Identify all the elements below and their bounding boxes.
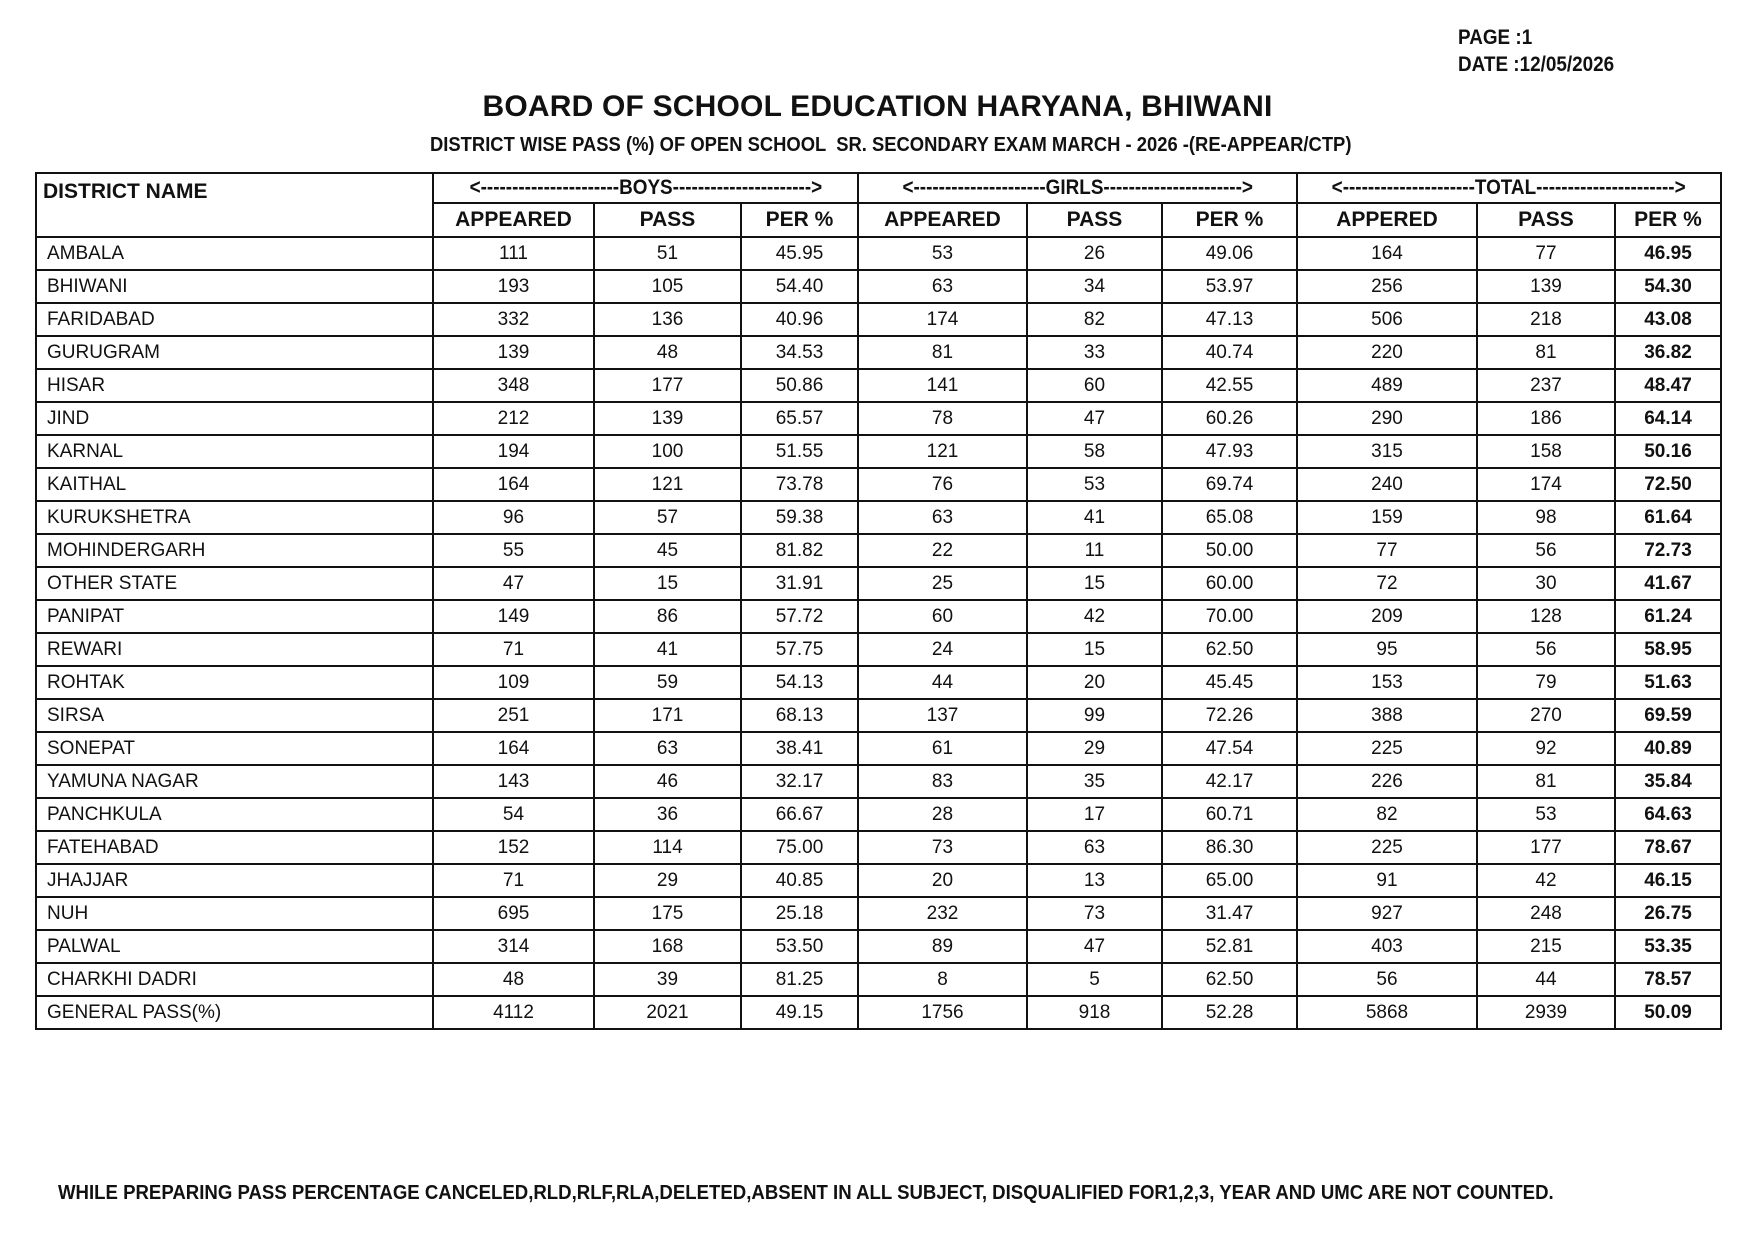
boys-pass-header: PASS — [594, 203, 741, 237]
total-per-cell: 53.35 — [1615, 930, 1721, 963]
girls-pass-cell: 5 — [1027, 963, 1162, 996]
girls-per-cell: 60.71 — [1162, 798, 1297, 831]
boys-appeared-cell: 194 — [433, 435, 594, 468]
girls-appeared-cell: 28 — [858, 798, 1027, 831]
boys-per-cell: 57.72 — [741, 600, 858, 633]
girls-per-cell: 49.06 — [1162, 237, 1297, 270]
total-per-cell: 43.08 — [1615, 303, 1721, 336]
total-pass-cell: 139 — [1477, 270, 1615, 303]
boys-per-cell: 75.00 — [741, 831, 858, 864]
boys-pass-cell: 41 — [594, 633, 741, 666]
total-appeared-cell: 5868 — [1297, 996, 1477, 1029]
girls-pass-cell: 53 — [1027, 468, 1162, 501]
table-row — [36, 501, 1721, 534]
girls-appeared-cell: 8 — [858, 963, 1027, 996]
total-appeared-cell: 225 — [1297, 732, 1477, 765]
total-pass-cell: 98 — [1477, 501, 1615, 534]
district-name-cell: JIND — [36, 402, 433, 435]
total-per-cell: 61.24 — [1615, 600, 1721, 633]
total-pass-cell: 81 — [1477, 336, 1615, 369]
total-appeared-cell: 82 — [1297, 798, 1477, 831]
table-row — [36, 633, 1721, 666]
girls-appeared-cell: 81 — [858, 336, 1027, 369]
total-per-cell: 78.57 — [1615, 963, 1721, 996]
boys-per-cell: 68.13 — [741, 699, 858, 732]
boys-appeared-cell: 314 — [433, 930, 594, 963]
girls-per-cell: 70.00 — [1162, 600, 1297, 633]
girls-appeared-cell: 53 — [858, 237, 1027, 270]
total-per-cell: 26.75 — [1615, 897, 1721, 930]
table-row — [36, 897, 1721, 930]
boys-appeared-cell: 109 — [433, 666, 594, 699]
boys-appeared-cell: 332 — [433, 303, 594, 336]
total-per-cell: 54.30 — [1615, 270, 1721, 303]
table-row — [36, 864, 1721, 897]
boys-pass-cell: 59 — [594, 666, 741, 699]
district-name-cell: SIRSA — [36, 699, 433, 732]
total-appeared-cell: 164 — [1297, 237, 1477, 270]
girls-appeared-header: APPEARED — [858, 203, 1027, 237]
boys-per-cell: 34.53 — [741, 336, 858, 369]
table-row — [36, 765, 1721, 798]
district-name-cell: OTHER STATE — [36, 567, 433, 600]
total-pass-cell: 158 — [1477, 435, 1615, 468]
boys-appeared-cell: 111 — [433, 237, 594, 270]
girls-pass-cell: 47 — [1027, 402, 1162, 435]
boys-appeared-cell: 212 — [433, 402, 594, 435]
boys-pass-cell: 171 — [594, 699, 741, 732]
boys-pass-cell: 86 — [594, 600, 741, 633]
total-pass-header: PASS — [1477, 203, 1615, 237]
girls-per-cell: 40.74 — [1162, 336, 1297, 369]
boys-appeared-cell: 164 — [433, 732, 594, 765]
total-pass-cell: 248 — [1477, 897, 1615, 930]
girls-pass-cell: 34 — [1027, 270, 1162, 303]
boys-pass-cell: 100 — [594, 435, 741, 468]
total-pass-cell: 215 — [1477, 930, 1615, 963]
girls-appeared-cell: 141 — [858, 369, 1027, 402]
total-appeared-cell: 225 — [1297, 831, 1477, 864]
report-date: DATE :12/05/2026 — [1458, 53, 1615, 76]
boys-appeared-cell: 251 — [433, 699, 594, 732]
boys-pass-cell: 136 — [594, 303, 741, 336]
total-appeared-cell: 240 — [1297, 468, 1477, 501]
boys-pass-cell: 51 — [594, 237, 741, 270]
boys-appeared-cell: 149 — [433, 600, 594, 633]
boys-pass-cell: 15 — [594, 567, 741, 600]
total-pass-cell: 30 — [1477, 567, 1615, 600]
total-pass-cell: 42 — [1477, 864, 1615, 897]
boys-pass-cell: 36 — [594, 798, 741, 831]
results-table — [35, 172, 1722, 1030]
girls-per-cell: 47.54 — [1162, 732, 1297, 765]
boys-per-cell: 81.82 — [741, 534, 858, 567]
total-per-cell: 46.15 — [1615, 864, 1721, 897]
boys-per-cell: 25.18 — [741, 897, 858, 930]
boys-pass-cell: 114 — [594, 831, 741, 864]
district-name-cell: PALWAL — [36, 930, 433, 963]
girls-pass-cell: 17 — [1027, 798, 1162, 831]
total-per-cell: 41.67 — [1615, 567, 1721, 600]
boys-appeared-cell: 96 — [433, 501, 594, 534]
girls-per-cell: 60.26 — [1162, 402, 1297, 435]
boys-pass-cell: 29 — [594, 864, 741, 897]
total-pass-cell: 79 — [1477, 666, 1615, 699]
boys-per-cell: 54.13 — [741, 666, 858, 699]
boys-group-header — [433, 173, 858, 203]
boys-per-cell: 51.55 — [741, 435, 858, 468]
footer-note: WHILE PREPARING PASS PERCENTAGE CANCELED,RLD,RLF,RLA,DELETED,ABSENT IN ALL SUBJECT, DISQUALIFIED FOR1,2,3, YEAR AND UMC ARE NOT COUNTED. — [58, 1182, 1554, 1204]
girls-appeared-cell: 73 — [858, 831, 1027, 864]
girls-per-cell: 50.00 — [1162, 534, 1297, 567]
girls-appeared-cell: 20 — [858, 864, 1027, 897]
boys-per-cell: 59.38 — [741, 501, 858, 534]
district-name-cell: SONEPAT — [36, 732, 433, 765]
boys-pass-cell: 48 — [594, 336, 741, 369]
girls-per-cell: 86.30 — [1162, 831, 1297, 864]
girls-appeared-cell: 121 — [858, 435, 1027, 468]
boys-pass-cell: 175 — [594, 897, 741, 930]
girls-appeared-cell: 1756 — [858, 996, 1027, 1029]
total-pass-cell: 81 — [1477, 765, 1615, 798]
girls-group-label: <---------------------GIRLS----------------------> — [902, 176, 1253, 199]
page-meta — [1458, 24, 1614, 78]
girls-pass-cell: 15 — [1027, 567, 1162, 600]
girls-appeared-cell: 60 — [858, 600, 1027, 633]
boys-pass-cell: 63 — [594, 732, 741, 765]
boys-appeared-header: APPEARED — [433, 203, 594, 237]
general-pass-row — [36, 996, 1721, 1029]
table-row — [36, 567, 1721, 600]
total-appeared-cell: 388 — [1297, 699, 1477, 732]
total-appeared-cell: 220 — [1297, 336, 1477, 369]
girls-pass-cell: 33 — [1027, 336, 1162, 369]
girls-per-cell: 31.47 — [1162, 897, 1297, 930]
girls-pass-cell: 35 — [1027, 765, 1162, 798]
girls-pass-cell: 42 — [1027, 600, 1162, 633]
district-name-cell: ROHTAK — [36, 666, 433, 699]
girls-pass-cell: 60 — [1027, 369, 1162, 402]
girls-per-cell: 65.00 — [1162, 864, 1297, 897]
total-per-header: PER % — [1615, 203, 1721, 237]
girls-appeared-cell: 76 — [858, 468, 1027, 501]
girls-per-cell: 42.17 — [1162, 765, 1297, 798]
boys-appeared-cell: 152 — [433, 831, 594, 864]
district-name-cell: PANCHKULA — [36, 798, 433, 831]
district-name-cell: REWARI — [36, 633, 433, 666]
girls-appeared-cell: 63 — [858, 270, 1027, 303]
table-row — [36, 699, 1721, 732]
total-pass-cell: 92 — [1477, 732, 1615, 765]
district-name-cell: JHAJJAR — [36, 864, 433, 897]
report-subtitle: DISTRICT WISE PASS (%) OF OPEN SCHOOL SR. SECONDARY EXAM MARCH - 2026 -(RE-APPEAR/CTP) — [430, 134, 1352, 156]
girls-pass-cell: 13 — [1027, 864, 1162, 897]
total-per-cell: 48.47 — [1615, 369, 1721, 402]
district-name-cell: GURUGRAM — [36, 336, 433, 369]
district-name-cell: KARNAL — [36, 435, 433, 468]
girls-per-cell: 53.97 — [1162, 270, 1297, 303]
total-appeared-header: APPERED — [1297, 203, 1477, 237]
girls-appeared-cell: 174 — [858, 303, 1027, 336]
total-pass-cell: 56 — [1477, 534, 1615, 567]
total-appeared-cell: 315 — [1297, 435, 1477, 468]
girls-per-cell: 62.50 — [1162, 963, 1297, 996]
boys-pass-cell: 57 — [594, 501, 741, 534]
total-per-cell: 64.63 — [1615, 798, 1721, 831]
district-name-cell: KAITHAL — [36, 468, 433, 501]
district-name-header: DISTRICT NAME — [36, 173, 433, 237]
table-row — [36, 237, 1721, 270]
boys-pass-cell: 177 — [594, 369, 741, 402]
total-pass-cell: 270 — [1477, 699, 1615, 732]
girls-per-cell: 69.74 — [1162, 468, 1297, 501]
total-appeared-cell: 56 — [1297, 963, 1477, 996]
boys-pass-cell: 39 — [594, 963, 741, 996]
boys-appeared-cell: 71 — [433, 633, 594, 666]
boys-appeared-cell: 47 — [433, 567, 594, 600]
girls-per-cell: 52.28 — [1162, 996, 1297, 1029]
results-table-body — [36, 237, 1721, 1029]
boys-pass-cell: 46 — [594, 765, 741, 798]
table-row — [36, 336, 1721, 369]
total-appeared-cell: 403 — [1297, 930, 1477, 963]
girls-per-cell: 60.00 — [1162, 567, 1297, 600]
boys-appeared-cell: 164 — [433, 468, 594, 501]
district-name-cell: CHARKHI DADRI — [36, 963, 433, 996]
boys-pass-cell: 139 — [594, 402, 741, 435]
total-appeared-cell: 77 — [1297, 534, 1477, 567]
total-appeared-cell: 256 — [1297, 270, 1477, 303]
girls-per-cell: 65.08 — [1162, 501, 1297, 534]
table-row — [36, 930, 1721, 963]
boys-appeared-cell: 193 — [433, 270, 594, 303]
girls-appeared-cell: 137 — [858, 699, 1027, 732]
table-row — [36, 435, 1721, 468]
girls-appeared-cell: 89 — [858, 930, 1027, 963]
total-group-header — [1297, 173, 1721, 203]
girls-per-cell: 45.45 — [1162, 666, 1297, 699]
total-pass-cell: 186 — [1477, 402, 1615, 435]
total-pass-cell: 44 — [1477, 963, 1615, 996]
total-per-cell: 69.59 — [1615, 699, 1721, 732]
girls-pass-cell: 63 — [1027, 831, 1162, 864]
boys-per-cell: 49.15 — [741, 996, 858, 1029]
girls-appeared-cell: 24 — [858, 633, 1027, 666]
girls-per-cell: 62.50 — [1162, 633, 1297, 666]
total-appeared-cell: 489 — [1297, 369, 1477, 402]
total-pass-cell: 218 — [1477, 303, 1615, 336]
total-per-cell: 64.14 — [1615, 402, 1721, 435]
district-name-cell: GENERAL PASS(%) — [36, 996, 433, 1029]
girls-pass-header: PASS — [1027, 203, 1162, 237]
boys-per-cell: 54.40 — [741, 270, 858, 303]
total-group-label: <---------------------TOTAL----------------------> — [1332, 176, 1686, 199]
table-row — [36, 303, 1721, 336]
total-appeared-cell: 91 — [1297, 864, 1477, 897]
total-per-cell: 50.16 — [1615, 435, 1721, 468]
total-per-cell: 61.64 — [1615, 501, 1721, 534]
district-name-cell: FARIDABAD — [36, 303, 433, 336]
total-appeared-cell: 290 — [1297, 402, 1477, 435]
district-name-cell: YAMUNA NAGAR — [36, 765, 433, 798]
total-per-cell: 58.95 — [1615, 633, 1721, 666]
girls-pass-cell: 58 — [1027, 435, 1162, 468]
total-pass-cell: 177 — [1477, 831, 1615, 864]
table-row — [36, 963, 1721, 996]
girls-per-cell: 72.26 — [1162, 699, 1297, 732]
boys-per-cell: 50.86 — [741, 369, 858, 402]
table-row — [36, 468, 1721, 501]
boys-pass-cell: 168 — [594, 930, 741, 963]
boys-appeared-cell: 143 — [433, 765, 594, 798]
total-appeared-cell: 95 — [1297, 633, 1477, 666]
boys-appeared-cell: 54 — [433, 798, 594, 831]
total-per-cell: 51.63 — [1615, 666, 1721, 699]
table-row — [36, 600, 1721, 633]
boys-per-cell: 31.91 — [741, 567, 858, 600]
girls-pass-cell: 73 — [1027, 897, 1162, 930]
boys-pass-cell: 45 — [594, 534, 741, 567]
total-per-cell: 78.67 — [1615, 831, 1721, 864]
boys-per-cell: 65.57 — [741, 402, 858, 435]
total-pass-cell: 2939 — [1477, 996, 1615, 1029]
girls-appeared-cell: 78 — [858, 402, 1027, 435]
district-name-cell: MOHINDERGARH — [36, 534, 433, 567]
boys-per-cell: 40.85 — [741, 864, 858, 897]
girls-appeared-cell: 63 — [858, 501, 1027, 534]
boys-pass-cell: 2021 — [594, 996, 741, 1029]
girls-pass-cell: 20 — [1027, 666, 1162, 699]
girls-per-cell: 42.55 — [1162, 369, 1297, 402]
boys-appeared-cell: 71 — [433, 864, 594, 897]
total-appeared-cell: 226 — [1297, 765, 1477, 798]
girls-pass-cell: 47 — [1027, 930, 1162, 963]
girls-appeared-cell: 44 — [858, 666, 1027, 699]
boys-pass-cell: 105 — [594, 270, 741, 303]
boys-per-cell: 57.75 — [741, 633, 858, 666]
girls-per-header: PER % — [1162, 203, 1297, 237]
boys-pass-cell: 121 — [594, 468, 741, 501]
total-pass-cell: 174 — [1477, 468, 1615, 501]
girls-pass-cell: 11 — [1027, 534, 1162, 567]
total-per-cell: 40.89 — [1615, 732, 1721, 765]
total-per-cell: 35.84 — [1615, 765, 1721, 798]
district-name-cell: FATEHABAD — [36, 831, 433, 864]
report-title: BOARD OF SCHOOL EDUCATION HARYANA, BHIWANI — [482, 90, 1273, 123]
group-header-row — [36, 173, 1721, 203]
page-number: PAGE :1 — [1458, 26, 1533, 49]
total-pass-cell: 77 — [1477, 237, 1615, 270]
girls-appeared-cell: 83 — [858, 765, 1027, 798]
girls-pass-cell: 99 — [1027, 699, 1162, 732]
boys-per-cell: 45.95 — [741, 237, 858, 270]
girls-per-cell: 52.81 — [1162, 930, 1297, 963]
total-appeared-cell: 927 — [1297, 897, 1477, 930]
district-name-cell: AMBALA — [36, 237, 433, 270]
total-per-cell: 46.95 — [1615, 237, 1721, 270]
boys-appeared-cell: 139 — [433, 336, 594, 369]
total-appeared-cell: 72 — [1297, 567, 1477, 600]
district-name-cell: KURUKSHETRA — [36, 501, 433, 534]
boys-per-cell: 81.25 — [741, 963, 858, 996]
table-row — [36, 369, 1721, 402]
girls-pass-cell: 29 — [1027, 732, 1162, 765]
table-row — [36, 534, 1721, 567]
boys-per-cell: 32.17 — [741, 765, 858, 798]
boys-appeared-cell: 48 — [433, 963, 594, 996]
total-per-cell: 72.73 — [1615, 534, 1721, 567]
total-per-cell: 72.50 — [1615, 468, 1721, 501]
table-row — [36, 798, 1721, 831]
total-per-cell: 50.09 — [1615, 996, 1721, 1029]
girls-pass-cell: 82 — [1027, 303, 1162, 336]
boys-per-cell: 66.67 — [741, 798, 858, 831]
girls-appeared-cell: 61 — [858, 732, 1027, 765]
total-appeared-cell: 153 — [1297, 666, 1477, 699]
table-row — [36, 402, 1721, 435]
total-appeared-cell: 209 — [1297, 600, 1477, 633]
district-name-cell: PANIPAT — [36, 600, 433, 633]
total-pass-cell: 56 — [1477, 633, 1615, 666]
girls-per-cell: 47.13 — [1162, 303, 1297, 336]
boys-appeared-cell: 55 — [433, 534, 594, 567]
table-row — [36, 270, 1721, 303]
girls-pass-cell: 41 — [1027, 501, 1162, 534]
district-name-cell: HISAR — [36, 369, 433, 402]
girls-appeared-cell: 25 — [858, 567, 1027, 600]
boys-per-cell: 53.50 — [741, 930, 858, 963]
boys-group-label: <----------------------BOYS----------------------> — [469, 176, 822, 199]
boys-per-cell: 38.41 — [741, 732, 858, 765]
total-pass-cell: 53 — [1477, 798, 1615, 831]
total-appeared-cell: 159 — [1297, 501, 1477, 534]
boys-per-cell: 40.96 — [741, 303, 858, 336]
girls-pass-cell: 26 — [1027, 237, 1162, 270]
girls-appeared-cell: 232 — [858, 897, 1027, 930]
girls-appeared-cell: 22 — [858, 534, 1027, 567]
boys-appeared-cell: 348 — [433, 369, 594, 402]
table-row — [36, 666, 1721, 699]
girls-pass-cell: 918 — [1027, 996, 1162, 1029]
girls-pass-cell: 15 — [1027, 633, 1162, 666]
district-name-cell: NUH — [36, 897, 433, 930]
boys-per-header: PER % — [741, 203, 858, 237]
total-pass-cell: 128 — [1477, 600, 1615, 633]
boys-appeared-cell: 4112 — [433, 996, 594, 1029]
girls-group-header — [858, 173, 1297, 203]
table-row — [36, 732, 1721, 765]
table-row — [36, 831, 1721, 864]
total-appeared-cell: 506 — [1297, 303, 1477, 336]
girls-per-cell: 47.93 — [1162, 435, 1297, 468]
total-pass-cell: 237 — [1477, 369, 1615, 402]
total-per-cell: 36.82 — [1615, 336, 1721, 369]
district-name-cell: BHIWANI — [36, 270, 433, 303]
boys-per-cell: 73.78 — [741, 468, 858, 501]
boys-appeared-cell: 695 — [433, 897, 594, 930]
